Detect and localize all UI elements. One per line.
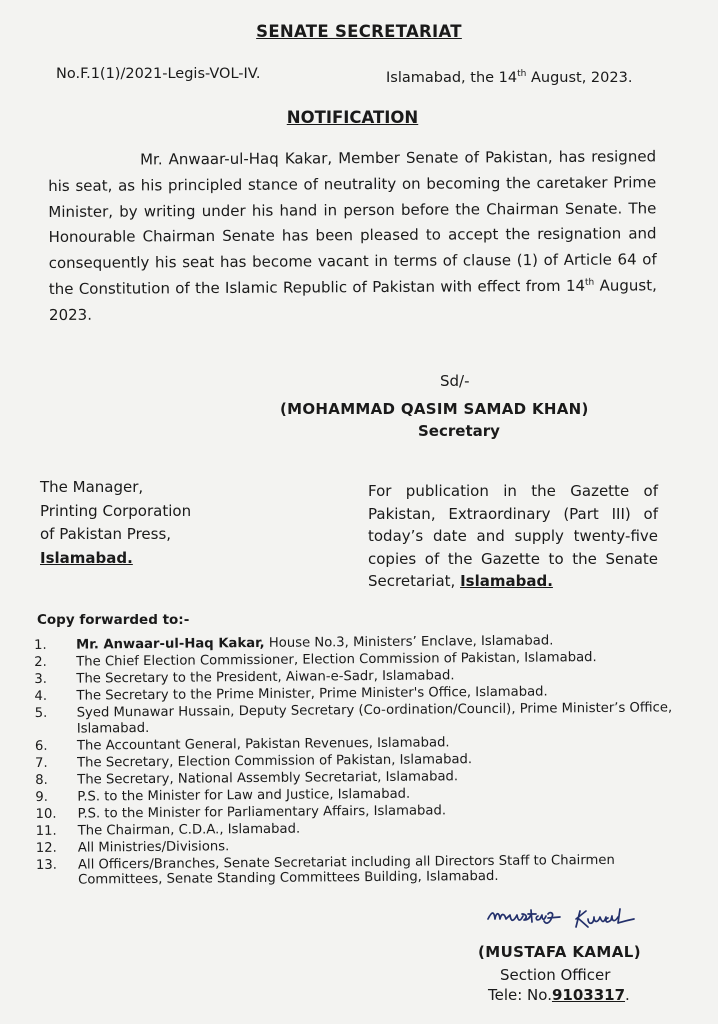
list-item-body: House No.3, Ministers’ Enclave, Islamabad. [264, 633, 554, 651]
list-item-body: The Chairman, C.D.A., Islamabad. [77, 821, 301, 839]
list-item-body: All Officers/Branches, Senate Secretariat including all Directors Staff to Chairmen Committees, Senate Standing Committees Building, Islamabad. [77, 852, 615, 888]
list-item-number: 3. [34, 671, 48, 687]
list-item-number: 1. [33, 637, 47, 653]
list-item-number: 9. [35, 789, 49, 805]
list-item-body: The Secretary, Election Commission of Pakistan, Islamabad. [77, 751, 473, 771]
list-item-body: The Secretary, National Assembly Secretariat, Islamabad. [77, 768, 459, 788]
section-officer-name: (MUSTAFA KAMAL) [478, 943, 641, 961]
paragraph-sup: th [584, 277, 595, 288]
addressee-line: Printing Corporation [40, 501, 192, 520]
list-item-number: 6. [34, 738, 48, 754]
document-title: SENATE SECRETARIAT [256, 22, 462, 41]
publication-text: For publication in the Gazette of Pakistan, Extraordinary (Part III) of today’s date and supply twenty-five copies of the Gazette to the Senate Secretariat, [368, 482, 658, 590]
list-item-number: 11. [35, 823, 57, 839]
document-date [386, 70, 632, 86]
list-item-number: 8. [35, 772, 48, 788]
addressee-line: of Pakistan Press, [40, 525, 172, 543]
list-item-number: 2. [34, 654, 47, 670]
date-prefix: Islamabad, the 14 [386, 70, 518, 86]
copy-list [28, 632, 680, 890]
list-item-text [78, 852, 680, 889]
reference-number: No.F.1(1)/2021-Legis-VOL-IV. [56, 66, 261, 82]
list-item-body: Syed Munawar Hussain, Deputy Secretary (Co-ordination/Council), Prime Minister’s Office, Islamabad. [76, 700, 673, 737]
list-item [29, 700, 679, 737]
addressee-city: Islamabad. [40, 548, 133, 567]
list-item-number: 5. [34, 705, 48, 721]
telephone-number: 9103317 [551, 986, 626, 1004]
signed-mark: Sd/- [440, 372, 470, 390]
date-suffix: August, 2023. [526, 70, 633, 86]
notification-paragraph [48, 144, 657, 328]
paragraph-end: August, 2023. [48, 276, 657, 324]
handwritten-signature [484, 905, 644, 945]
telephone-end: . [625, 986, 630, 1004]
list-item-number: 12. [35, 840, 57, 856]
list-item-body: The Secretary to the President, Aiwan-e-Sadr, Islamabad. [76, 668, 455, 687]
list-item-body: The Chief Election Commissioner, Election Commission of Pakistan, Islamabad. [76, 650, 597, 670]
list-item-number: 13. [35, 857, 58, 873]
addressee-line: The Manager, [40, 478, 144, 496]
list-item-body: The Secretary to the Prime Minister, Prime Minister's Office, Islamabad. [76, 684, 548, 704]
date-sup: th [517, 69, 527, 80]
telephone-label: Tele: No. [488, 986, 552, 1004]
telephone-line [488, 986, 630, 1004]
list-item-number: 7. [35, 755, 48, 771]
list-item-body: P.S. to the Minister for Parliamentary Affairs, Islamabad. [77, 803, 447, 822]
section-officer-designation: Section Officer [500, 966, 611, 984]
list-item-body: The Accountant General, Pakistan Revenues, Islamabad. [76, 735, 450, 754]
signatory-designation: Secretary [418, 422, 500, 440]
addressee-block [40, 476, 191, 570]
publication-city: Islamabad. [460, 572, 553, 590]
paragraph-text: Mr. Anwaar-ul-Haq Kakar, Member Senate of Pakistan, has resigned his seat, as his principled stance of neutrality on becoming the caretaker Prime Minister, by writing under his hand in person before the Chairman Senate. The Honourable Chairman Senate has been pleased to accept the resignation and consequently his seat has become vacant in terms of clause (1) of Article 64 of the Constitution of the Islamic Republic of Pakistan with effect from 14 [48, 147, 657, 298]
signatory-name: (MOHAMMAD QASIM SAMAD KHAN) [280, 400, 589, 418]
list-item-body: P.S. to the Minister for Law and Justice, Islamabad. [77, 786, 411, 805]
list-item-body: All Ministries/Divisions. [77, 838, 230, 856]
list-item-number: 10. [35, 806, 57, 822]
list-item [30, 852, 680, 889]
notification-heading: NOTIFICATION [286, 108, 419, 127]
publication-instruction [368, 480, 658, 593]
copy-forwarded-heading: Copy forwarded to:- [37, 612, 190, 628]
list-item-name: Mr. Anwaar-ul-Haq Kakar, [75, 635, 265, 653]
list-item-number: 4. [34, 688, 48, 704]
list-item-text [77, 700, 679, 737]
